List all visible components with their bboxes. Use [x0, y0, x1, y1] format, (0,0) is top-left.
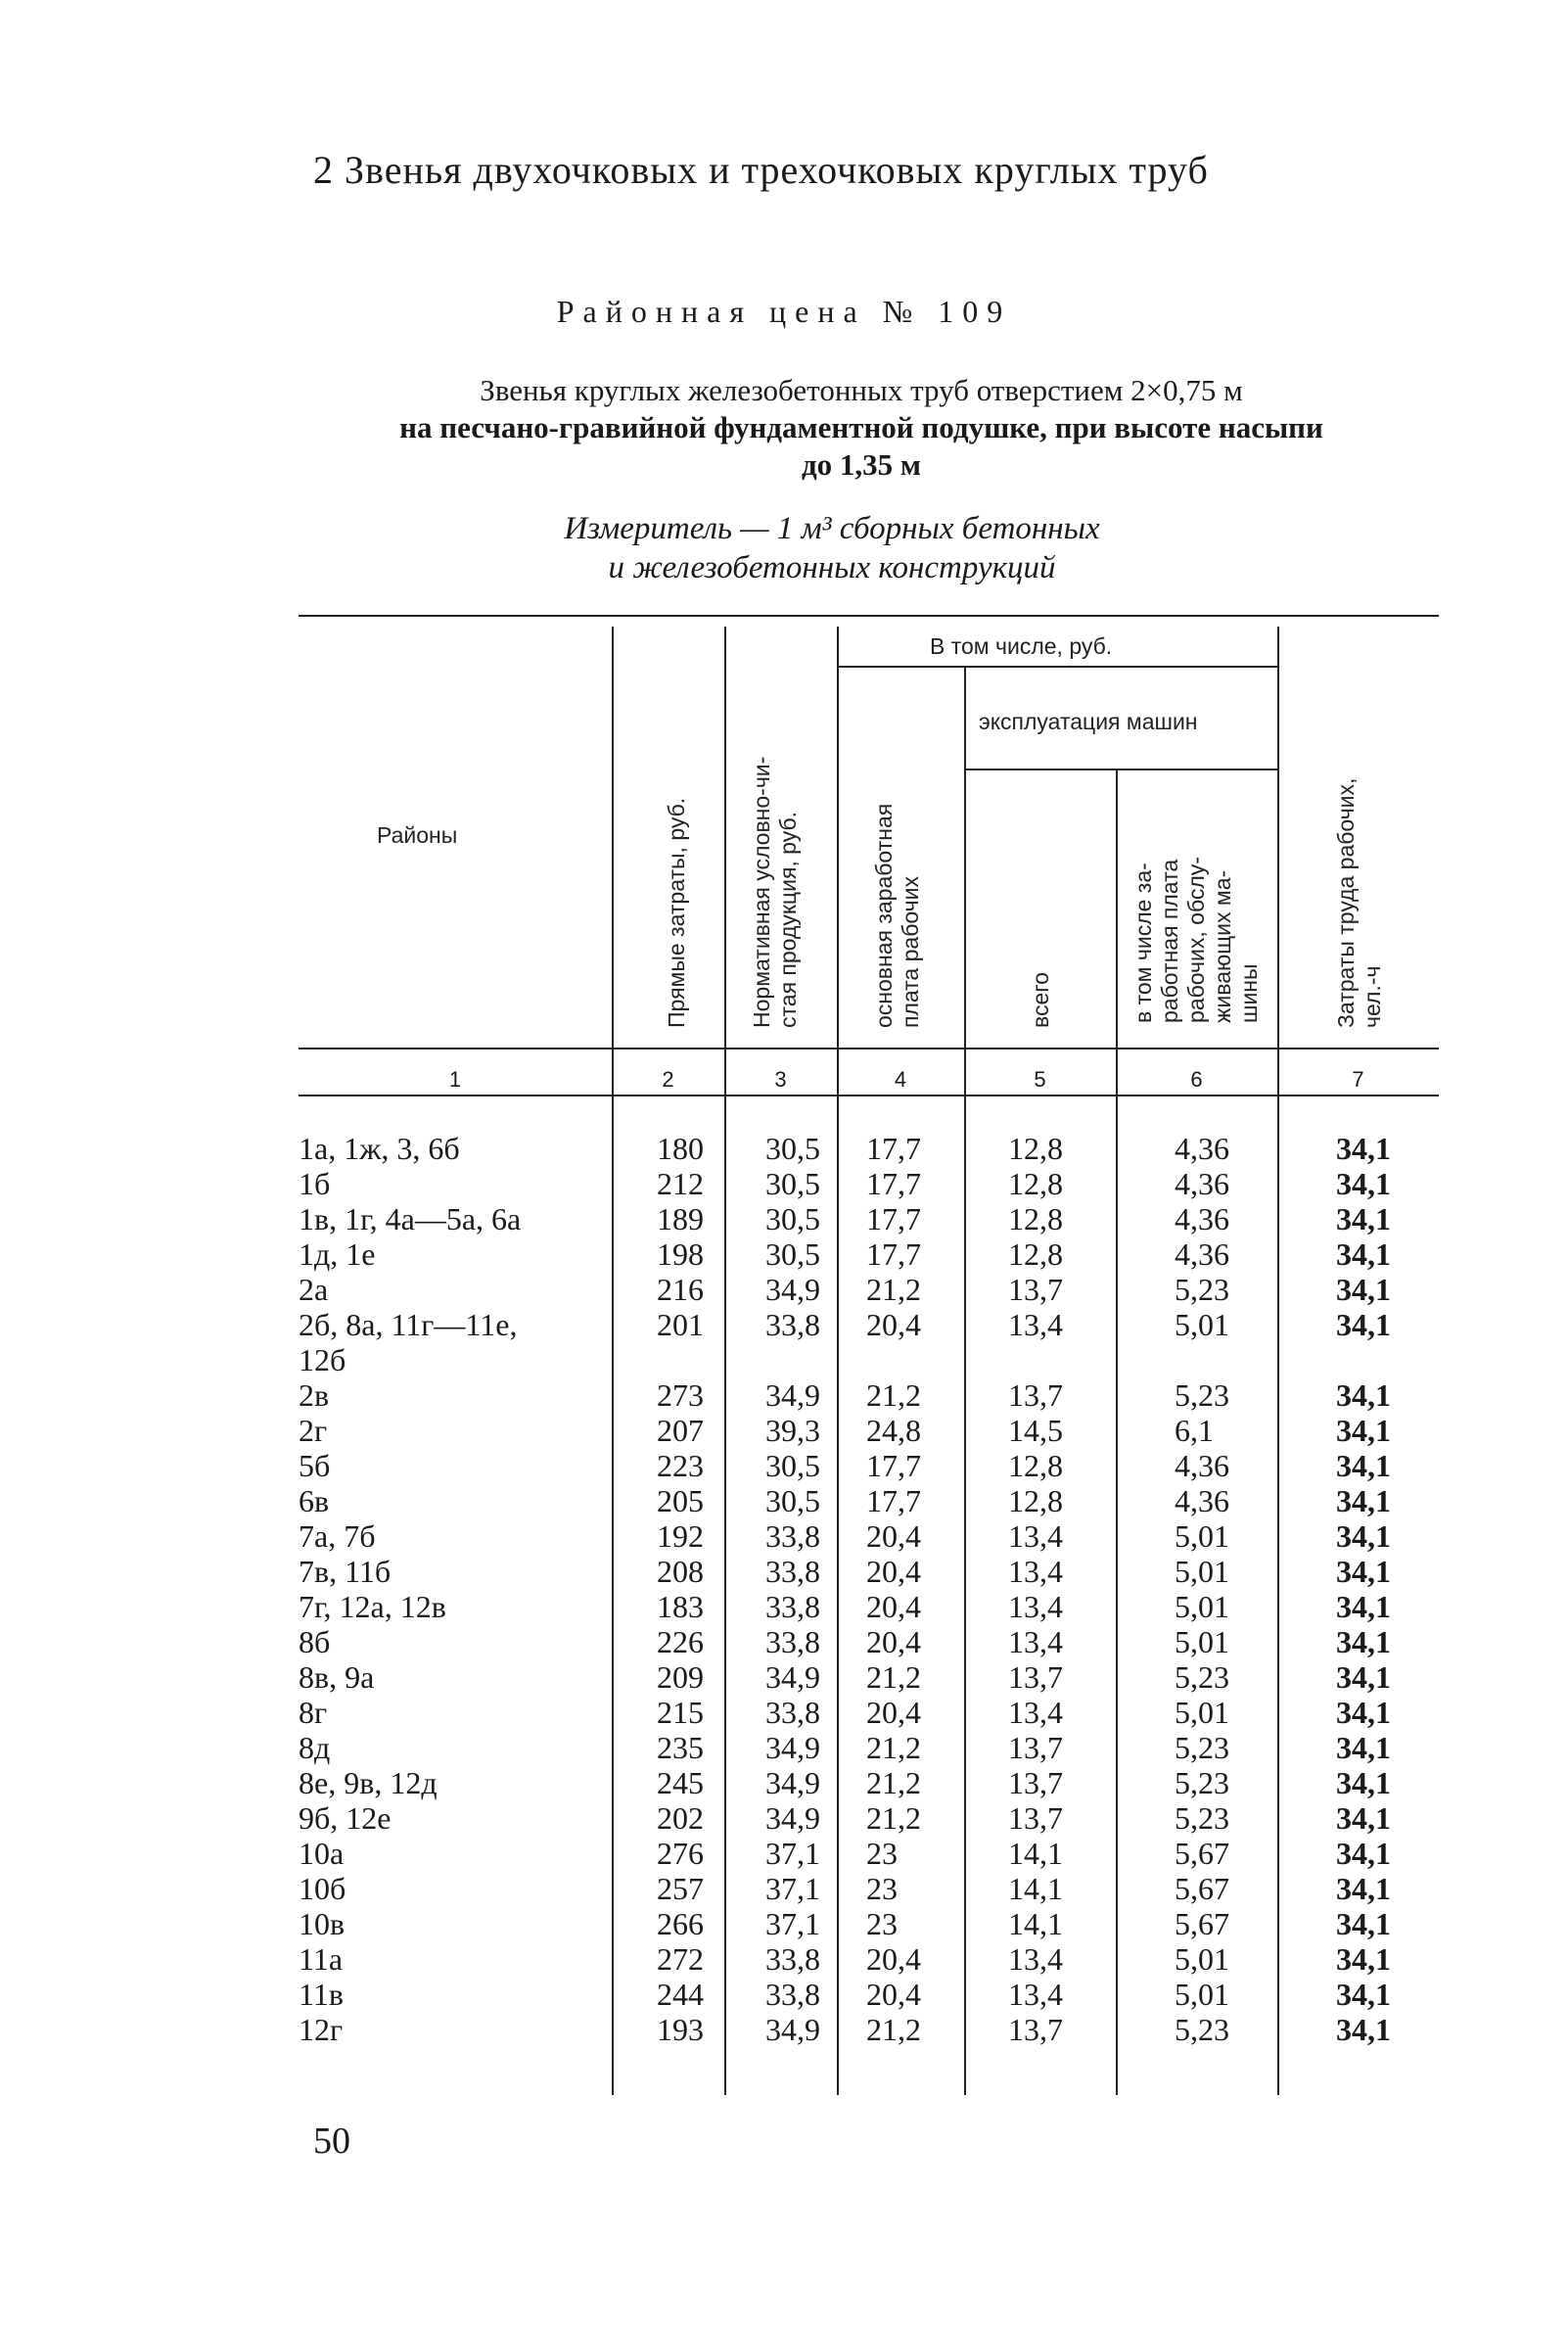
measure-unit — [372, 509, 1292, 587]
cell-region: 2в — [299, 1377, 330, 1413]
cell-labor: 34,1 — [1336, 1413, 1391, 1448]
description-line: на песчано-гравийной фундаментной подушке, при высоте насыпи — [399, 410, 1323, 444]
cell-operator-wage: 5,01 — [1175, 1695, 1229, 1730]
cell-region: 11в — [299, 1977, 344, 2012]
cell-labor: 34,1 — [1336, 1272, 1391, 1307]
table-row — [0, 1448, 1568, 1483]
cell-wage: 20,4 — [866, 1977, 921, 2012]
cell-direct: 266 — [657, 1906, 704, 1941]
cell-normative: 33,8 — [765, 1977, 820, 2012]
cell-labor: 34,1 — [1336, 1977, 1391, 2012]
cell-direct: 209 — [657, 1659, 704, 1695]
page-number: 50 — [313, 2121, 350, 2162]
cell-wage: 17,7 — [866, 1201, 921, 1236]
cell-direct: 273 — [657, 1377, 704, 1413]
table-row — [0, 1201, 1568, 1236]
cell-machines-total: 12,8 — [1008, 1131, 1063, 1166]
cell-labor: 34,1 — [1336, 1624, 1391, 1659]
cell-operator-wage: 5,01 — [1175, 1941, 1229, 1977]
cell-wage: 21,2 — [866, 1730, 921, 1765]
cell-labor: 34,1 — [1336, 1659, 1391, 1695]
cell-labor: 34,1 — [1336, 1941, 1391, 1977]
cell-normative: 34,9 — [765, 1765, 820, 1800]
cell-direct: 180 — [657, 1131, 704, 1166]
table-row — [0, 1554, 1568, 1589]
cell-direct: 276 — [657, 1836, 704, 1871]
cell-direct: 192 — [657, 1518, 704, 1554]
cell-region: 2б, 8а, 11г—11е, — [299, 1307, 518, 1342]
table-description — [274, 372, 1449, 484]
description-line: до 1,35 м — [801, 447, 922, 482]
table-row — [0, 1836, 1568, 1871]
cell-wage: 17,7 — [866, 1236, 921, 1272]
cell-direct: 208 — [657, 1554, 704, 1589]
cell-normative: 34,9 — [765, 1272, 820, 1307]
cell-normative: 34,9 — [765, 2012, 820, 2047]
cell-operator-wage: 4,36 — [1175, 1236, 1229, 1272]
cell-normative: 34,9 — [765, 1730, 820, 1765]
cell-region: 7в, 11б — [299, 1554, 392, 1589]
cell-wage: 23 — [866, 1906, 898, 1941]
cell-operator-wage: 5,23 — [1175, 1730, 1229, 1765]
cell-labor: 34,1 — [1336, 1906, 1391, 1941]
cell-wage: 20,4 — [866, 1554, 921, 1589]
cell-direct: 257 — [657, 1871, 704, 1906]
cell-labor: 34,1 — [1336, 1589, 1391, 1624]
cell-normative: 37,1 — [765, 1836, 820, 1871]
header-base-wage: основная заработная плата рабочих — [871, 803, 923, 1028]
cell-direct: 235 — [657, 1730, 704, 1765]
cell-operator-wage: 4,36 — [1175, 1483, 1229, 1518]
cell-machines-total: 12,8 — [1008, 1483, 1063, 1518]
price-title: Районная цена № 109 — [556, 294, 1012, 329]
column-number: 2 — [662, 1067, 674, 1092]
table-row — [0, 1871, 1568, 1906]
cell-wage: 21,2 — [866, 1800, 921, 1836]
cell-operator-wage: 4,36 — [1175, 1201, 1229, 1236]
cell-machines-total: 13,4 — [1008, 1695, 1063, 1730]
cell-machines-total: 13,4 — [1008, 1518, 1063, 1554]
header-regions: Районы — [377, 822, 458, 848]
cell-direct: 272 — [657, 1941, 704, 1977]
table-row — [0, 1977, 1568, 2012]
cell-direct: 215 — [657, 1695, 704, 1730]
cell-wage: 23 — [866, 1871, 898, 1906]
table-row — [0, 1800, 1568, 1836]
header-bottom-rule — [299, 1048, 1439, 1049]
cell-labor: 34,1 — [1336, 1307, 1391, 1342]
cell-normative: 34,9 — [765, 1800, 820, 1836]
cell-labor: 34,1 — [1336, 1201, 1391, 1236]
cell-wage: 20,4 — [866, 1518, 921, 1554]
table-row — [0, 1695, 1568, 1730]
cell-machines-total: 13,7 — [1008, 2012, 1063, 2047]
cell-wage: 20,4 — [866, 1624, 921, 1659]
cell-normative: 30,5 — [765, 1448, 820, 1483]
header-labor-costs: Затраты труда рабочих, чел.-ч — [1333, 777, 1385, 1028]
cell-machines-total: 14,1 — [1008, 1871, 1063, 1906]
cell-region: 10а — [299, 1836, 345, 1871]
cell-normative: 33,8 — [765, 1941, 820, 1977]
column-number: 5 — [1034, 1067, 1046, 1092]
cell-region: 1а, 1ж, 3, 6б — [299, 1131, 460, 1166]
cell-wage: 20,4 — [866, 1941, 921, 1977]
cell-wage: 23 — [866, 1836, 898, 1871]
column-number: 7 — [1352, 1067, 1364, 1092]
table-row — [0, 1413, 1568, 1448]
cell-machines-total: 13,7 — [1008, 1765, 1063, 1800]
cell-direct: 226 — [657, 1624, 704, 1659]
cell-wage: 21,2 — [866, 1765, 921, 1800]
cell-operator-wage: 4,36 — [1175, 1166, 1229, 1201]
cell-normative: 33,8 — [765, 1589, 820, 1624]
cell-wage: 21,2 — [866, 2012, 921, 2047]
cell-region: 8б — [299, 1624, 331, 1659]
cell-region: 7а, 7б — [299, 1518, 376, 1554]
cell-region: 8в, 9а — [299, 1659, 375, 1695]
description-line: Звенья круглых железобетонных труб отверстием 2×0,75 м — [480, 373, 1243, 407]
table-row — [0, 1518, 1568, 1554]
table-row — [0, 1765, 1568, 1800]
cell-normative: 33,8 — [765, 1518, 820, 1554]
table-row — [0, 1131, 1568, 1166]
cell-direct: 202 — [657, 1800, 704, 1836]
measure-line: Измеритель — 1 м³ сборных бетонных — [564, 511, 1100, 546]
header-machine-operation: эксплуатация машин — [979, 709, 1198, 734]
cell-direct: 223 — [657, 1448, 704, 1483]
cell-region: 1в, 1г, 4а—5а, 6а — [299, 1201, 522, 1236]
cell-machines-total: 13,4 — [1008, 1977, 1063, 2012]
cell-region: 9б, 12е — [299, 1800, 392, 1836]
cell-labor: 34,1 — [1336, 2012, 1391, 2047]
table-row — [0, 1941, 1568, 1977]
table-row — [0, 1342, 1568, 1377]
cell-region: 8е, 9в, 12д — [299, 1765, 438, 1800]
cell-machines-total: 14,1 — [1008, 1836, 1063, 1871]
cell-region: 2а — [299, 1272, 329, 1307]
cell-machines-total: 13,7 — [1008, 1730, 1063, 1765]
measure-line: и железобетонных конструкций — [608, 550, 1056, 585]
cell-region: 10б — [299, 1871, 346, 1906]
table-row — [0, 1307, 1568, 1342]
colnum-bottom-rule — [299, 1095, 1439, 1096]
table-row — [0, 1906, 1568, 1941]
cell-direct: 205 — [657, 1483, 704, 1518]
cell-normative: 33,8 — [765, 1624, 820, 1659]
cell-machines-total: 13,4 — [1008, 1589, 1063, 1624]
cell-region: 6в — [299, 1483, 330, 1518]
cell-operator-wage: 5,01 — [1175, 1518, 1229, 1554]
cell-operator-wage: 5,01 — [1175, 1624, 1229, 1659]
cell-normative: 37,1 — [765, 1906, 820, 1941]
cell-wage: 21,2 — [866, 1377, 921, 1413]
table-row — [0, 1483, 1568, 1518]
table-top-rule — [299, 615, 1439, 617]
cell-region: 1б — [299, 1166, 331, 1201]
cell-direct: 198 — [657, 1236, 704, 1272]
column-number: 6 — [1190, 1067, 1203, 1092]
cell-labor: 34,1 — [1336, 1800, 1391, 1836]
cell-direct: 216 — [657, 1272, 704, 1307]
table-row — [0, 1377, 1568, 1413]
cell-normative: 34,9 — [765, 1377, 820, 1413]
cell-wage: 20,4 — [866, 1589, 921, 1624]
cell-machines-total: 13,7 — [1008, 1659, 1063, 1695]
cell-machines-total: 13,7 — [1008, 1272, 1063, 1307]
cell-machines-total: 13,4 — [1008, 1307, 1063, 1342]
cell-wage: 21,2 — [866, 1659, 921, 1695]
cell-normative: 30,5 — [765, 1201, 820, 1236]
cell-operator-wage: 5,23 — [1175, 1765, 1229, 1800]
cell-operator-wage: 5,23 — [1175, 1272, 1229, 1307]
cell-direct: 183 — [657, 1589, 704, 1624]
cell-normative: 37,1 — [765, 1871, 820, 1906]
header-direct-costs: Прямые затраты, руб. — [664, 797, 689, 1028]
cell-machines-total: 13,4 — [1008, 1624, 1063, 1659]
cell-wage: 20,4 — [866, 1695, 921, 1730]
cell-operator-wage: 4,36 — [1175, 1448, 1229, 1483]
cell-operator-wage: 5,67 — [1175, 1836, 1229, 1871]
cell-operator-wage: 5,23 — [1175, 1377, 1229, 1413]
table-row — [0, 1659, 1568, 1695]
cell-region: 2г — [299, 1413, 328, 1448]
table-row — [0, 1589, 1568, 1624]
cell-machines-total: 14,1 — [1008, 1906, 1063, 1941]
cell-wage: 17,7 — [866, 1131, 921, 1166]
table-row — [0, 1730, 1568, 1765]
cell-machines-total: 12,8 — [1008, 1201, 1063, 1236]
cell-region: 12г — [299, 2012, 344, 2047]
cell-labor: 34,1 — [1336, 1236, 1391, 1272]
cell-operator-wage: 5,67 — [1175, 1871, 1229, 1906]
cell-normative: 33,8 — [765, 1307, 820, 1342]
cell-normative: 33,8 — [765, 1554, 820, 1589]
cell-machines-total: 13,4 — [1008, 1554, 1063, 1589]
cell-region: 5б — [299, 1448, 331, 1483]
cell-wage: 17,7 — [866, 1448, 921, 1483]
table-row — [0, 1272, 1568, 1307]
cell-labor: 34,1 — [1336, 1377, 1391, 1413]
cell-labor: 34,1 — [1336, 1765, 1391, 1800]
cell-labor: 34,1 — [1336, 1836, 1391, 1871]
cell-direct: 212 — [657, 1166, 704, 1201]
header-operator-wage: в том числе за- работная плата рабочих, обслу- живающих ма- шины — [1130, 857, 1262, 1023]
cell-labor: 34,1 — [1336, 1730, 1391, 1765]
table-row — [0, 1236, 1568, 1272]
cell-wage: 21,2 — [866, 1272, 921, 1307]
cell-wage: 20,4 — [866, 1307, 921, 1342]
cell-wage: 24,8 — [866, 1413, 921, 1448]
machines-rule — [964, 769, 1277, 770]
cell-operator-wage: 5,23 — [1175, 2012, 1229, 2047]
cell-normative: 34,9 — [765, 1659, 820, 1695]
cell-region: 12б — [299, 1342, 346, 1377]
cell-normative: 30,5 — [765, 1166, 820, 1201]
cell-labor: 34,1 — [1336, 1871, 1391, 1906]
cell-region: 8д — [299, 1730, 331, 1765]
cell-machines-total: 12,8 — [1008, 1236, 1063, 1272]
cell-labor: 34,1 — [1336, 1131, 1391, 1166]
cell-operator-wage: 5,23 — [1175, 1800, 1229, 1836]
column-number: 3 — [774, 1067, 787, 1092]
header-total: всего — [1028, 972, 1053, 1028]
cell-direct: 244 — [657, 1977, 704, 2012]
cell-labor: 34,1 — [1336, 1518, 1391, 1554]
cell-machines-total: 13,7 — [1008, 1377, 1063, 1413]
cell-region: 8г — [299, 1695, 328, 1730]
cell-machines-total: 12,8 — [1008, 1448, 1063, 1483]
cell-wage: 17,7 — [866, 1483, 921, 1518]
cell-normative: 33,8 — [765, 1695, 820, 1730]
cell-operator-wage: 5,01 — [1175, 1554, 1229, 1589]
cell-machines-total: 14,5 — [1008, 1413, 1063, 1448]
cell-operator-wage: 5,01 — [1175, 1977, 1229, 2012]
cell-labor: 34,1 — [1336, 1483, 1391, 1518]
header-normative-products: Нормативная условно-чи- стая продукция, руб. — [749, 756, 801, 1028]
column-number: 1 — [448, 1067, 462, 1092]
column-number: 4 — [894, 1067, 907, 1092]
cell-region: 10в — [299, 1906, 346, 1941]
header-including: В том числе, руб. — [930, 633, 1113, 659]
section-title: 2 Звенья двухочковых и трехочковых круглых труб — [313, 148, 1209, 192]
cell-direct: 201 — [657, 1307, 704, 1342]
cell-labor: 34,1 — [1336, 1695, 1391, 1730]
cell-operator-wage: 6,1 — [1175, 1413, 1214, 1448]
cell-direct: 189 — [657, 1201, 704, 1236]
cell-labor: 34,1 — [1336, 1554, 1391, 1589]
cell-machines-total: 13,4 — [1008, 1941, 1063, 1977]
table-row — [0, 1166, 1568, 1201]
cell-direct: 207 — [657, 1413, 704, 1448]
cell-region: 1д, 1е — [299, 1236, 376, 1272]
cell-region: 7г, 12а, 12в — [299, 1589, 446, 1624]
cell-normative: 30,5 — [765, 1236, 820, 1272]
table-row — [0, 2012, 1568, 2047]
cell-region: 11а — [299, 1941, 344, 1977]
table-row — [0, 1624, 1568, 1659]
cell-direct: 193 — [657, 2012, 704, 2047]
cell-normative: 39,3 — [765, 1413, 820, 1448]
cell-operator-wage: 4,36 — [1175, 1131, 1229, 1166]
cell-labor: 34,1 — [1336, 1166, 1391, 1201]
cell-operator-wage: 5,01 — [1175, 1307, 1229, 1342]
cell-normative: 30,5 — [765, 1131, 820, 1166]
cell-machines-total: 13,7 — [1008, 1800, 1063, 1836]
cell-operator-wage: 5,67 — [1175, 1906, 1229, 1941]
cell-operator-wage: 5,23 — [1175, 1659, 1229, 1695]
cell-direct: 245 — [657, 1765, 704, 1800]
cell-operator-wage: 5,01 — [1175, 1589, 1229, 1624]
cell-normative: 30,5 — [765, 1483, 820, 1518]
cell-wage: 17,7 — [866, 1166, 921, 1201]
cell-machines-total: 12,8 — [1008, 1166, 1063, 1201]
cell-labor: 34,1 — [1336, 1448, 1391, 1483]
